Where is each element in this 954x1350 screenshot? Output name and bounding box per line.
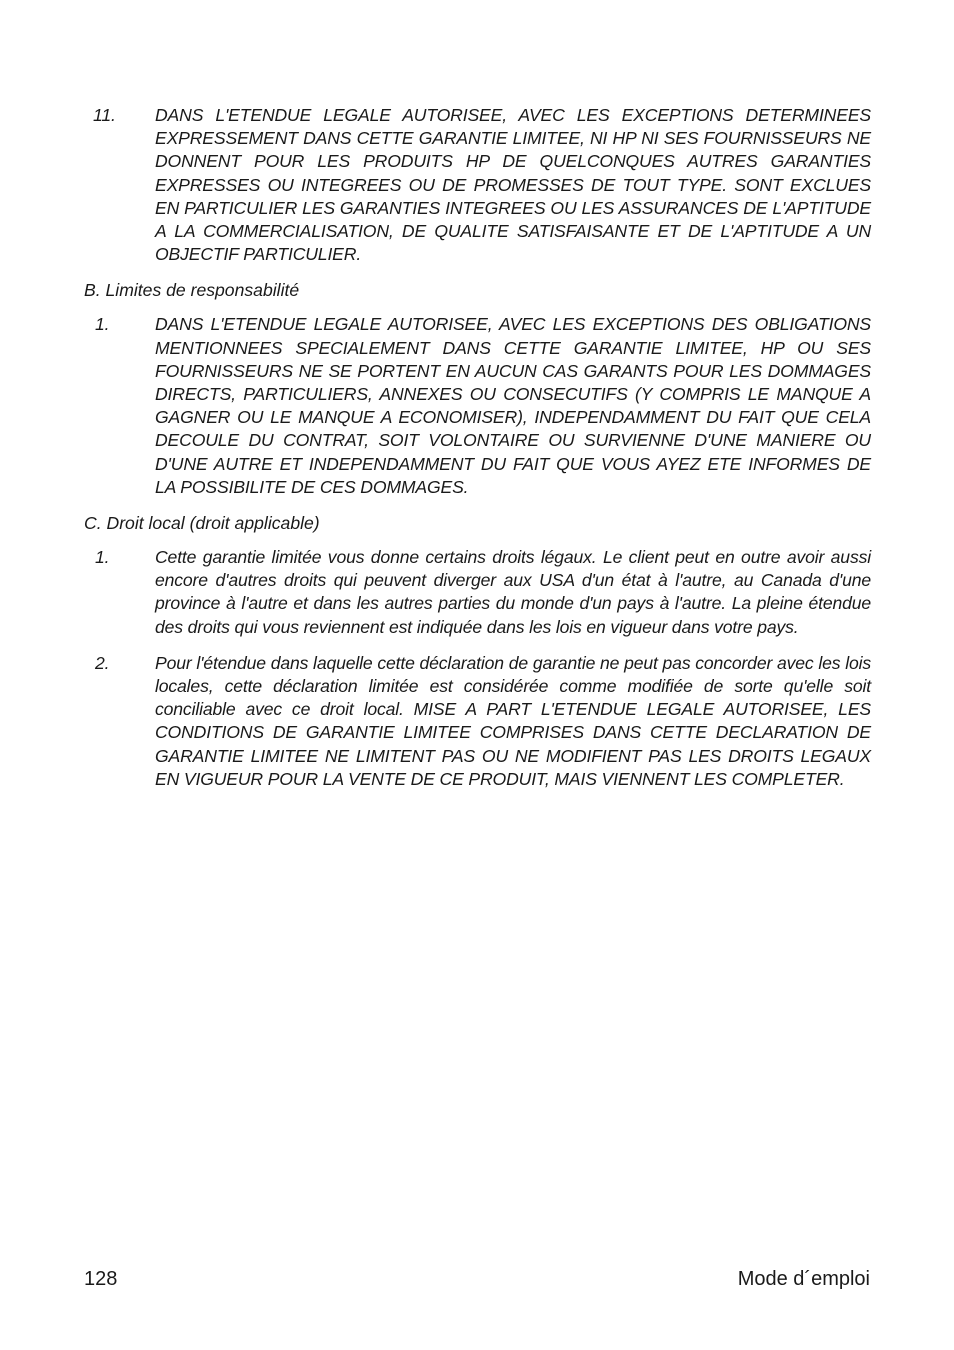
local-law-clause-1	[95, 546, 871, 639]
section-heading-b: B. Limites de responsabilité	[84, 280, 300, 301]
clause-number: 1.	[95, 547, 110, 568]
clause-number: 2.	[95, 652, 110, 673]
clause-text: DANS L'ETENDUE LEGALE AUTORISEE, AVEC LES EXCEPTIONS DETERMINEES EXPRESSEMENT DANS CETTE GARANTIE LIMITEE, NI HP NI SES FOURNISSEURS NE DONNENT POUR LES PRODUITS HP DE QUELCONQUES AUTRES GARANTIES EXPRESSES OU INTEGREES OU DE PROMESSES DE TOUT TYPE. SONT EXCLUES EN PARTICULIER LES GARANTIES INTEGREES OU LES ASSURANCES DE L'APTITUDE A LA COMMERCIALISATION, DE QUALITE SATISFAISANTE ET DE L'APTITUDE A UN OBJECTIF PARTICULIER.	[155, 105, 871, 265]
page-content	[0, 104, 954, 791]
document-title: Mode d´emploi	[737, 1268, 870, 1290]
page-number: 128	[84, 1268, 118, 1290]
clause-number: 11.	[93, 105, 116, 125]
clause-text: Pour l'étendue dans laquelle cette déclaration de garantie ne peut pas concorder avec les lois locales, cette déclaration limitée est considérée comme modifiée de sorte qu'elle soit conciliable avec ce droit local. MISE A PART L'ETENDUE LEGALE AUTORISEE, LES CONDITIONS DE GARANTIE LIMITEE COMPRISES DANS CETTE DECLARATION DE GARANTIE LIMITEE NE LIMITENT PAS OU NE MODIFIENT PAS LES DROITS LEGAUX EN VIGUEUR POUR LA VENTE DE CE PRODUIT, MAIS VIENNENT LES COMPLETER.	[155, 652, 871, 789]
clause-text: Cette garantie limitée vous donne certains droits légaux. Le client peut en outre avoir aussi encore d'autres droits qui peuvent diverger aux USA d'un état à l'autre, au Canada d'une province à l'autre et dans les autres parties du monde d'un pays à l'autre. La pleine étendue des droits qui vous reviennent est indiquée dans les lois en vigueur dans votre pays.	[155, 547, 871, 637]
warranty-clause-11	[93, 104, 871, 266]
clause-text: DANS L'ETENDUE LEGALE AUTORISEE, AVEC LES EXCEPTIONS DES OBLIGATIONS MENTIONNEES SPECIALEMENT DANS CETTE GARANTIE LIMITEE, HP OU SES FOURNISSEURS NE SE PORTENT EN AUCUN CAS GARANTS POUR LES DOMMAGES DIRECTS, PARTICULIERS, ANNEXES OU CONSECUTIFS (Y COMPRIS LE MANQUE A GAGNER OU LE MANQUE A ECONOMISER), INDEPENDAMMENT DU FAIT QUE CELA DECOULE DU CONTRAT, SOIT VOLONTAIRE OU SURVIENNE D'UNE MANIERE OU D'UNE AUTRE ET INDEPENDAMMENT DU FAIT QUE VOUS AYEZ ETE INFORMES DE LA POSSIBILITE DE CES DOMMAGES.	[155, 314, 871, 497]
liability-clause-1	[95, 313, 871, 499]
local-law-clause-2	[95, 652, 871, 791]
section-heading-c: C. Droit local (droit applicable)	[84, 513, 320, 534]
clause-number: 1.	[95, 314, 110, 335]
